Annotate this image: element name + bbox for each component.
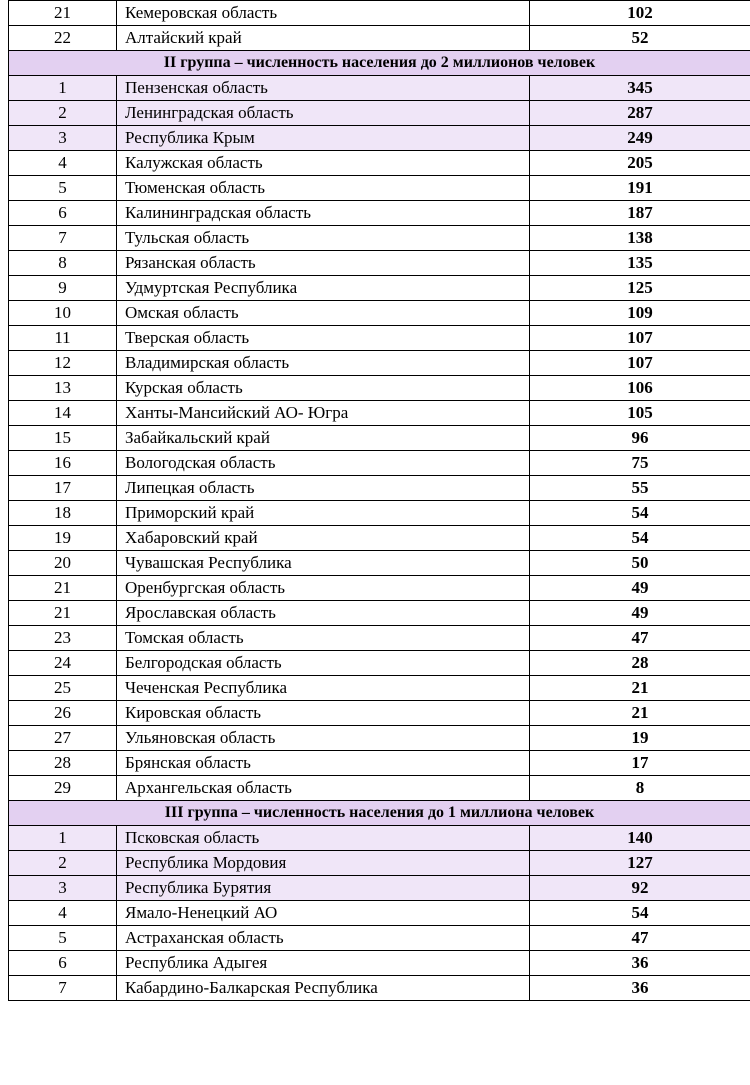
- region-value: 19: [530, 726, 750, 751]
- row-number: 2: [9, 101, 117, 126]
- row-number: 22: [9, 26, 117, 51]
- region-name: Тверская область: [117, 326, 530, 351]
- row-number: 5: [9, 176, 117, 201]
- region-value: 187: [530, 201, 750, 226]
- region-name: Кабардино-Балкарская Республика: [117, 976, 530, 1001]
- table-row: [9, 176, 750, 201]
- region-value: 125: [530, 276, 750, 301]
- row-number: 17: [9, 476, 117, 501]
- row-number: 25: [9, 676, 117, 701]
- row-number: 1: [9, 76, 117, 101]
- table-row: [9, 426, 750, 451]
- table-row: [9, 676, 750, 701]
- region-value: 52: [530, 26, 750, 51]
- region-value: 36: [530, 976, 750, 1001]
- group-header-row: [9, 51, 750, 76]
- group-header-row: [9, 801, 750, 826]
- region-name: Республика Адыгея: [117, 951, 530, 976]
- region-value: 105: [530, 401, 750, 426]
- region-value: 138: [530, 226, 750, 251]
- region-value: 50: [530, 551, 750, 576]
- region-name: Псковская область: [117, 826, 530, 851]
- region-value: 205: [530, 151, 750, 176]
- region-value: 47: [530, 926, 750, 951]
- region-value: 127: [530, 851, 750, 876]
- row-number: 4: [9, 901, 117, 926]
- row-number: 21: [9, 1, 117, 26]
- region-value: 49: [530, 601, 750, 626]
- row-number: 14: [9, 401, 117, 426]
- region-value: 75: [530, 451, 750, 476]
- table-row: [9, 476, 750, 501]
- row-number: 11: [9, 326, 117, 351]
- region-value: 106: [530, 376, 750, 401]
- region-name: Чеченская Республика: [117, 676, 530, 701]
- region-value: 249: [530, 126, 750, 151]
- region-name: Кемеровская область: [117, 1, 530, 26]
- region-name: Оренбургская область: [117, 576, 530, 601]
- region-name: Владимирская область: [117, 351, 530, 376]
- row-number: 15: [9, 426, 117, 451]
- region-name: Приморский край: [117, 501, 530, 526]
- region-name: Удмуртская Республика: [117, 276, 530, 301]
- region-value: 102: [530, 1, 750, 26]
- region-value: 49: [530, 576, 750, 601]
- region-value: 17: [530, 751, 750, 776]
- row-number: 7: [9, 226, 117, 251]
- table-row: [9, 126, 750, 151]
- table-row: [9, 526, 750, 551]
- table-row: [9, 376, 750, 401]
- table-row: [9, 101, 750, 126]
- table-row: [9, 776, 750, 801]
- region-value: 8: [530, 776, 750, 801]
- table-row: [9, 151, 750, 176]
- row-number: 3: [9, 126, 117, 151]
- row-number: 8: [9, 251, 117, 276]
- region-name: Ульяновская область: [117, 726, 530, 751]
- table-row: [9, 951, 750, 976]
- region-value: 54: [530, 526, 750, 551]
- region-name: Ханты-Мансийский АО- Югра: [117, 401, 530, 426]
- row-number: 9: [9, 276, 117, 301]
- region-name: Астраханская область: [117, 926, 530, 951]
- table-row: [9, 201, 750, 226]
- row-number: 18: [9, 501, 117, 526]
- table-row: [9, 401, 750, 426]
- row-number: 24: [9, 651, 117, 676]
- table-row: [9, 901, 750, 926]
- table-row: [9, 751, 750, 776]
- region-name: Ярославская область: [117, 601, 530, 626]
- region-value: 140: [530, 826, 750, 851]
- region-name: Тюменская область: [117, 176, 530, 201]
- table-row: [9, 626, 750, 651]
- table-row: [9, 926, 750, 951]
- region-value: 54: [530, 501, 750, 526]
- region-value: 28: [530, 651, 750, 676]
- region-name: Пензенская область: [117, 76, 530, 101]
- table-row: [9, 876, 750, 901]
- region-name: Омская область: [117, 301, 530, 326]
- region-value: 135: [530, 251, 750, 276]
- region-value: 36: [530, 951, 750, 976]
- group-title: II группа – численность населения до 2 миллионов человек: [9, 51, 750, 76]
- region-value: 55: [530, 476, 750, 501]
- region-value: 107: [530, 326, 750, 351]
- table-row: [9, 251, 750, 276]
- table-row: [9, 726, 750, 751]
- group-title: III группа – численность населения до 1 миллиона человек: [9, 801, 750, 826]
- table-row: [9, 301, 750, 326]
- region-name: Рязанская область: [117, 251, 530, 276]
- region-name: Ямало-Ненецкий АО: [117, 901, 530, 926]
- region-value: 287: [530, 101, 750, 126]
- region-name: Ленинградская область: [117, 101, 530, 126]
- table-row: [9, 326, 750, 351]
- table-row: [9, 601, 750, 626]
- region-name: Хабаровский край: [117, 526, 530, 551]
- region-value: 21: [530, 676, 750, 701]
- region-name: Вологодская область: [117, 451, 530, 476]
- table-body: [9, 1, 750, 1001]
- table-row: [9, 76, 750, 101]
- region-value: 191: [530, 176, 750, 201]
- row-number: 2: [9, 851, 117, 876]
- row-number: 6: [9, 951, 117, 976]
- row-number: 28: [9, 751, 117, 776]
- row-number: 6: [9, 201, 117, 226]
- region-name: Курская область: [117, 376, 530, 401]
- row-number: 19: [9, 526, 117, 551]
- region-name: Чувашская Республика: [117, 551, 530, 576]
- row-number: 29: [9, 776, 117, 801]
- region-value: 345: [530, 76, 750, 101]
- table-row: [9, 276, 750, 301]
- region-name: Калужская область: [117, 151, 530, 176]
- region-name: Липецкая область: [117, 476, 530, 501]
- region-name: Республика Бурятия: [117, 876, 530, 901]
- row-number: 27: [9, 726, 117, 751]
- region-value: 21: [530, 701, 750, 726]
- row-number: 16: [9, 451, 117, 476]
- region-name: Алтайский край: [117, 26, 530, 51]
- table-row: [9, 851, 750, 876]
- region-value: 47: [530, 626, 750, 651]
- table-row: [9, 226, 750, 251]
- table-row: [9, 976, 750, 1001]
- region-name: Республика Крым: [117, 126, 530, 151]
- row-number: 26: [9, 701, 117, 726]
- region-name: Калининградская область: [117, 201, 530, 226]
- row-number: 13: [9, 376, 117, 401]
- region-ranking-table: [8, 0, 750, 1001]
- row-number: 1: [9, 826, 117, 851]
- row-number: 7: [9, 976, 117, 1001]
- row-number: 3: [9, 876, 117, 901]
- row-number: 4: [9, 151, 117, 176]
- region-name: Забайкальский край: [117, 426, 530, 451]
- region-value: 96: [530, 426, 750, 451]
- region-value: 92: [530, 876, 750, 901]
- table-row: [9, 1, 750, 26]
- region-name: Брянская область: [117, 751, 530, 776]
- table-row: [9, 576, 750, 601]
- row-number: 10: [9, 301, 117, 326]
- row-number: 20: [9, 551, 117, 576]
- row-number: 21: [9, 576, 117, 601]
- table-row: [9, 651, 750, 676]
- region-value: 109: [530, 301, 750, 326]
- table-row: [9, 26, 750, 51]
- row-number: 5: [9, 926, 117, 951]
- table-row: [9, 551, 750, 576]
- region-name: Архангельская область: [117, 776, 530, 801]
- row-number: 23: [9, 626, 117, 651]
- region-name: Тульская область: [117, 226, 530, 251]
- region-name: Томская область: [117, 626, 530, 651]
- table-row: [9, 701, 750, 726]
- region-name: Кировская область: [117, 701, 530, 726]
- row-number: 21: [9, 601, 117, 626]
- table-row: [9, 501, 750, 526]
- table-row: [9, 351, 750, 376]
- region-name: Республика Мордовия: [117, 851, 530, 876]
- row-number: 12: [9, 351, 117, 376]
- table-row: [9, 451, 750, 476]
- table-row: [9, 826, 750, 851]
- region-name: Белгородская область: [117, 651, 530, 676]
- region-value: 107: [530, 351, 750, 376]
- region-value: 54: [530, 901, 750, 926]
